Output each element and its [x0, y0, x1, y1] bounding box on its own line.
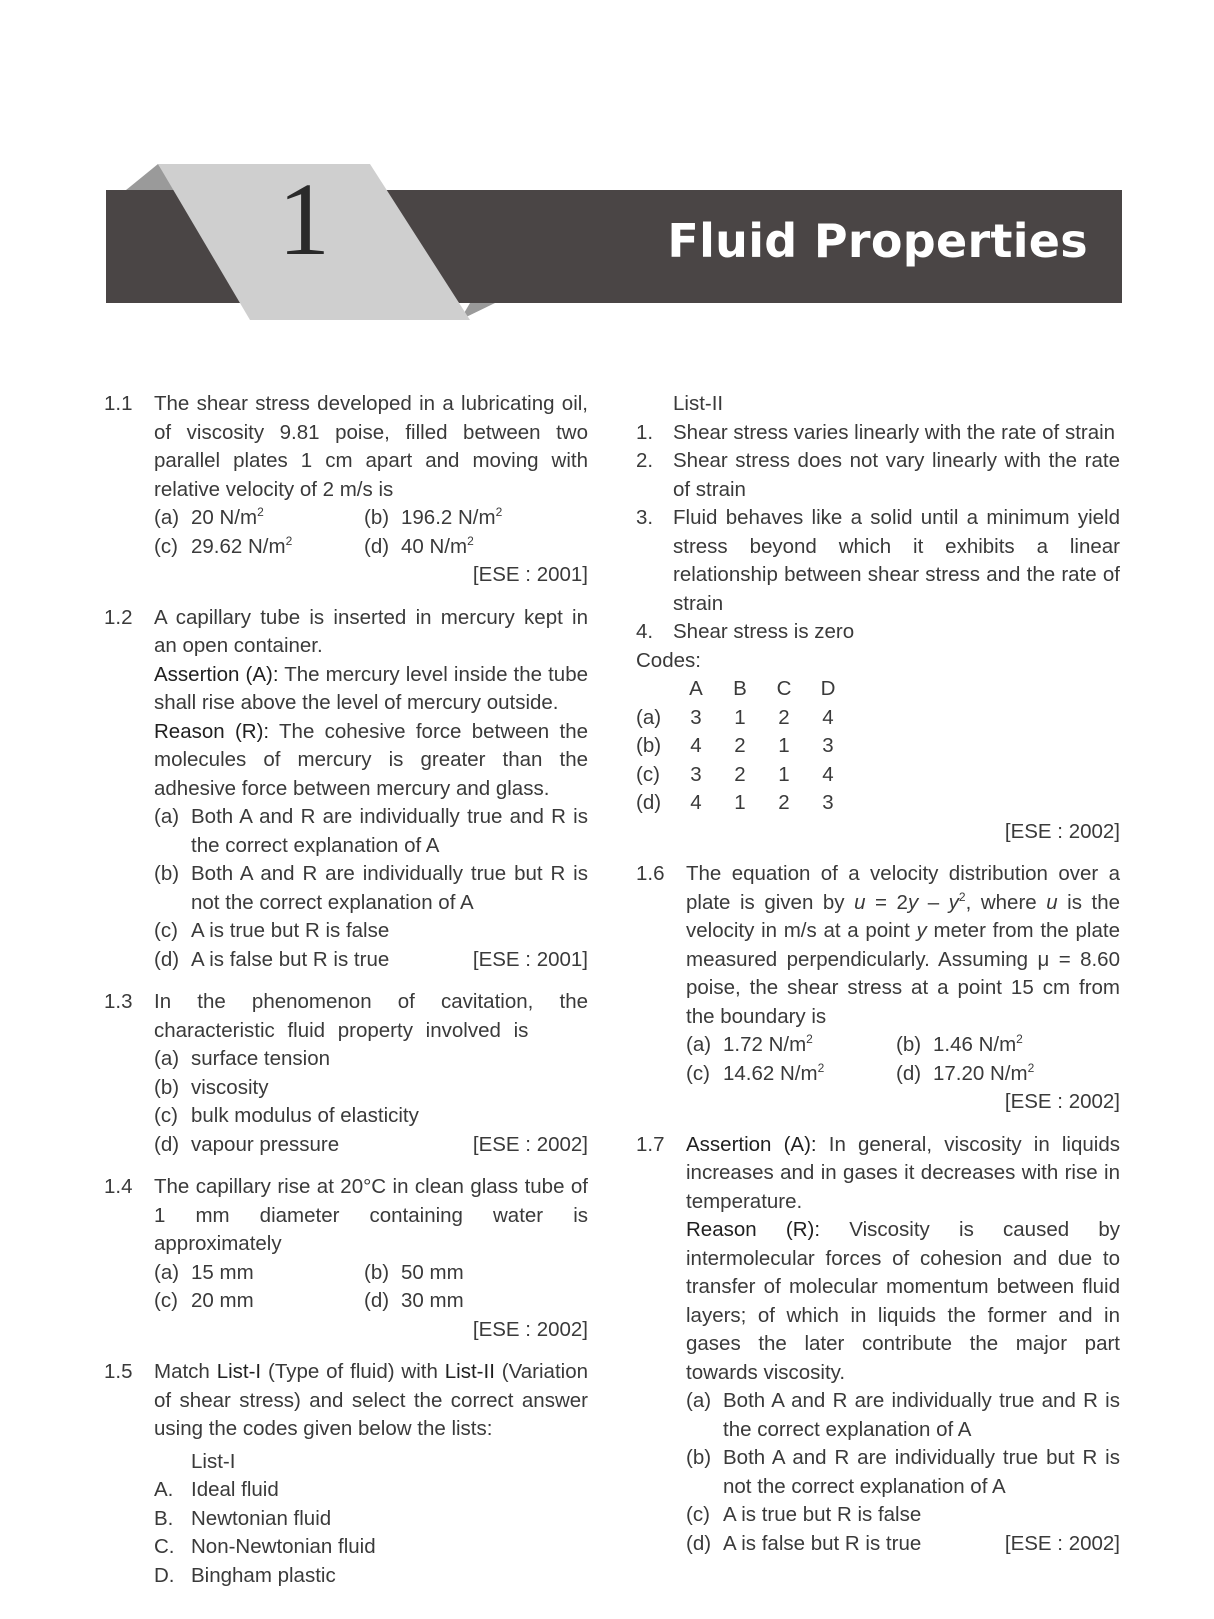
- assertion-label: Assertion (A):: [686, 1132, 817, 1156]
- codes-header-row: [636, 675, 850, 704]
- list-1-item: [154, 1505, 588, 1534]
- codes-table: [636, 675, 850, 818]
- question-number: 1.2: [104, 605, 133, 629]
- options: [154, 504, 588, 590]
- codes-cell: 4: [690, 791, 702, 814]
- option-label: (d): [896, 1061, 922, 1085]
- assertion: [686, 1131, 1120, 1217]
- option-label: (b): [154, 1075, 180, 1099]
- option-b: [364, 1259, 588, 1288]
- item-value: Ideal fluid: [191, 1478, 279, 1501]
- question-text: [154, 1358, 588, 1444]
- assertion-text: In general, viscosity in liquids increases and in gases it decreases with rise in temperature.: [686, 1132, 1120, 1213]
- codes-row: [636, 761, 850, 790]
- chapter-banner-graphic: [0, 0, 1214, 340]
- option-b: [364, 504, 588, 533]
- question-1-2: [104, 604, 588, 975]
- codes-row-label: (d): [636, 791, 662, 814]
- text-part: (Type of fluid) with: [261, 1360, 445, 1383]
- option-value: 20 mm: [191, 1289, 254, 1312]
- option-label: (d): [154, 947, 180, 971]
- option-label: (a): [154, 1047, 180, 1070]
- codes-cell: 2: [734, 734, 746, 757]
- option-label: (a): [154, 805, 180, 828]
- exam-source: [ESE : 2002]: [472, 1132, 588, 1156]
- question-1-6: [636, 860, 1120, 1117]
- left-column: [104, 390, 588, 1604]
- option-label: (b): [154, 862, 180, 885]
- variable: y: [948, 890, 959, 914]
- option-c: [154, 1287, 364, 1316]
- question-1-4: [104, 1173, 588, 1344]
- option-value: 40 N/m: [401, 534, 468, 558]
- variable: u: [854, 890, 866, 914]
- codes-cell: 4: [690, 734, 702, 757]
- option-d: [154, 1131, 588, 1160]
- codes-cell: 2: [734, 762, 746, 786]
- item-value: Shear stress does not vary linearly with the rate of strain: [673, 449, 1120, 501]
- option-label: (a): [686, 1033, 712, 1056]
- option-a: [686, 1387, 1120, 1444]
- codes-cell: 4: [822, 762, 834, 786]
- list-2-ref: List-II: [444, 1360, 495, 1383]
- question-number: 1.3: [104, 990, 133, 1013]
- codes-cell: 4: [822, 705, 834, 729]
- item-value: Non-Newtonian fluid: [191, 1535, 376, 1558]
- item-label: A.: [154, 1478, 174, 1501]
- item-label: C.: [154, 1535, 175, 1558]
- option-c: [154, 1102, 588, 1131]
- superscript: 2: [257, 505, 264, 520]
- reason: [154, 718, 588, 804]
- option-c: [686, 1501, 1120, 1530]
- question-text: A capillary tube is inserted in mercury kept in an open container.: [154, 605, 588, 657]
- option-d: [154, 946, 588, 975]
- chapter-banner: [0, 0, 1214, 340]
- option-b: [896, 1031, 1120, 1060]
- option-d: [364, 533, 588, 590]
- list-1-ref: List-I: [216, 1360, 262, 1383]
- codes-title: Codes:: [636, 648, 701, 672]
- option-b: [154, 1074, 588, 1103]
- item-label: D.: [154, 1563, 175, 1587]
- text-part: , where: [965, 890, 1047, 914]
- superscript: 2: [285, 533, 293, 548]
- exam-source: [ESE : 2001]: [472, 563, 588, 586]
- list-2-item: [636, 618, 1120, 647]
- option-value: viscosity: [191, 1075, 269, 1099]
- superscript: 2: [1016, 1032, 1023, 1047]
- right-column: [636, 390, 1120, 1572]
- codes-header-cell: B: [733, 677, 747, 700]
- option-label: (b): [364, 506, 390, 529]
- list-2-item: [636, 504, 1120, 618]
- list-2-item: [636, 447, 1120, 504]
- option-label: (c): [686, 1061, 710, 1085]
- option-label: (c): [154, 1104, 178, 1127]
- superscript: 2: [1027, 1060, 1035, 1075]
- option-label: (d): [364, 1289, 390, 1312]
- codes-cell: 3: [690, 705, 702, 729]
- option-value: 1.46 N/m: [933, 1033, 1017, 1056]
- option-label: (a): [154, 1260, 180, 1284]
- codes-cell: 2: [778, 705, 790, 729]
- codes-cell: 1: [778, 762, 790, 786]
- assertion: [154, 661, 588, 718]
- codes-row-label: (a): [636, 705, 662, 729]
- exam-source: [ESE : 2001]: [472, 947, 588, 971]
- question-number: 1.1: [104, 392, 133, 415]
- option-a: [154, 803, 588, 860]
- item-value: Shear stress varies linearly with the rate of strain: [673, 420, 1116, 444]
- variable: y: [916, 919, 927, 942]
- text-part: is the velocity in m/s at a point: [686, 890, 1121, 942]
- option-value: A is false but R is true: [723, 1531, 922, 1555]
- option-label: (b): [364, 1260, 390, 1284]
- option-value: A is true but R is false: [191, 919, 390, 942]
- question-number: 1.7: [636, 1132, 665, 1156]
- chapter-title: Fluid Properties: [667, 214, 1088, 268]
- chapter-number: 1: [278, 162, 330, 277]
- question-1-5: [104, 1358, 588, 1590]
- option-value: Both A and R are individually true and R is the correct explanation of A: [191, 805, 588, 857]
- item-value: Shear stress is zero: [673, 620, 855, 643]
- question-1-5-continued: [636, 390, 1120, 846]
- item-label: B.: [154, 1506, 174, 1530]
- option-value: 17.20 N/m: [933, 1061, 1028, 1085]
- item-label: 2.: [636, 449, 654, 472]
- codes-header-cell: A: [689, 677, 703, 700]
- question-text: The capillary rise at 20°C in clean glass tube of 1 mm diameter containing water is approximately: [154, 1175, 588, 1255]
- exam-source: [ESE : 2002]: [1004, 819, 1120, 843]
- option-b: [154, 860, 588, 917]
- option-a: [154, 1259, 364, 1288]
- option-d: [364, 1287, 588, 1316]
- codes-header-cell: C: [776, 677, 792, 700]
- option-label: (d): [154, 1132, 180, 1156]
- codes-cell: 2: [778, 791, 790, 814]
- option-value: A is true but R is false: [723, 1503, 922, 1526]
- option-value: surface tension: [191, 1047, 331, 1070]
- superscript: 2: [817, 1060, 825, 1075]
- codes-cell: 1: [734, 705, 746, 729]
- option-value: vapour pressure: [191, 1132, 340, 1156]
- item-label: 1.: [636, 420, 654, 444]
- option-c: [154, 917, 588, 946]
- text-part: –: [918, 890, 949, 914]
- item-value: Bingham plastic: [191, 1563, 336, 1587]
- option-a: [154, 504, 364, 533]
- assertion-label: Assertion (A):: [154, 662, 279, 686]
- codes-row: [636, 732, 850, 761]
- option-value: 196.2 N/m: [401, 506, 496, 529]
- reason-text: The cohesive force between the molecules of mercury is greater than the adhesive force between mercury and glass.: [154, 719, 588, 800]
- codes-header-cell: D: [820, 677, 836, 700]
- text-part: Match: [154, 1360, 217, 1383]
- option-label: (c): [686, 1503, 710, 1526]
- options: [154, 1259, 588, 1316]
- codes-row: [636, 704, 850, 733]
- codes-cell: 1: [778, 734, 790, 757]
- item-value: Newtonian fluid: [191, 1506, 332, 1530]
- question-text: The shear stress developed in a lubricating oil, of viscosity 9.81 poise, filled between two parallel plates 1 cm apart and moving with relative velocity of 2 m/s is: [154, 392, 588, 501]
- option-label: (a): [154, 506, 180, 529]
- superscript: 2: [467, 533, 474, 548]
- reason-text: Viscosity is caused by intermolecular forces of cohesion and due to transfer of molecular momentum between fluid layers; of which in liquids the former and in gases the later contribute the major part towards viscosity.: [686, 1218, 1121, 1384]
- option-value: 15 mm: [191, 1260, 254, 1284]
- assertion-text: The mercury level inside the tube shall rise above the level of mercury outside.: [154, 662, 588, 714]
- list-2-item: [636, 419, 1120, 448]
- option-value: Both A and R are individually true and R is the correct explanation of A: [723, 1389, 1120, 1441]
- option-value: bulk modulus of elasticity: [191, 1104, 419, 1127]
- text-part: The equation of a velocity distribution over a plate is given by: [686, 862, 1120, 914]
- exam-source: [ESE : 2002]: [472, 1317, 588, 1341]
- option-value: 14.62 N/m: [723, 1061, 818, 1085]
- options: [686, 1031, 1120, 1088]
- list-1-item: [154, 1562, 588, 1591]
- superscript: 2: [495, 505, 503, 520]
- option-value: 1.72 N/m: [723, 1033, 807, 1056]
- question-number: 1.5: [104, 1360, 133, 1383]
- list-1-item: [154, 1533, 588, 1562]
- list-1-title: List-I: [191, 1449, 236, 1473]
- option-label: (a): [686, 1389, 712, 1412]
- superscript: 2: [806, 1032, 813, 1047]
- option-label: (d): [364, 534, 390, 558]
- codes-cell: 1: [734, 791, 746, 814]
- option-a: [154, 1045, 588, 1074]
- codes-cell: 3: [822, 734, 834, 757]
- option-c: [686, 1060, 896, 1089]
- option-label: (c): [154, 534, 178, 558]
- codes-cell: 3: [690, 762, 702, 786]
- item-label: 3.: [636, 506, 654, 529]
- codes-row-label: (c): [636, 762, 660, 786]
- list-2-title: List-II: [673, 392, 724, 415]
- superscript: 2: [958, 889, 966, 904]
- reason-label: Reason (R):: [686, 1218, 821, 1241]
- text-part: meter from the plate measured perpendicularly. Assuming μ = 8.60 poise, the shear stress at a point 15 cm from the boundary is: [686, 919, 1120, 1028]
- option-d: [896, 1060, 1120, 1089]
- exam-source: [ESE : 2002]: [1004, 1090, 1120, 1113]
- variable: y: [907, 890, 919, 914]
- question-1-7: [636, 1131, 1120, 1559]
- exam-source: [ESE : 2002]: [1004, 1531, 1120, 1555]
- option-value: 20 N/m: [191, 506, 258, 529]
- option-c: [154, 533, 364, 590]
- item-value: Fluid behaves like a solid until a minimum yield stress beyond which it exhibits a linear relationship between shear stress and the rate of strain: [673, 506, 1120, 615]
- option-value: A is false but R is true: [191, 947, 390, 971]
- option-value: Both A and R are individually true but R is not the correct explanation of A: [723, 1446, 1120, 1498]
- item-label: 4.: [636, 620, 654, 643]
- option-a: [686, 1031, 896, 1060]
- option-value: 30 mm: [401, 1289, 464, 1312]
- option-label: (c): [154, 919, 178, 942]
- option-label: (b): [686, 1446, 712, 1469]
- question-1-1: [104, 390, 588, 590]
- question-1-3: [104, 988, 588, 1159]
- option-label: (c): [154, 1289, 178, 1312]
- codes-row: [636, 789, 850, 818]
- codes-cell: 3: [822, 791, 834, 814]
- variable: u: [1046, 890, 1058, 914]
- question-number: 1.6: [636, 862, 665, 885]
- question-text: [686, 860, 1120, 1031]
- question-text: In the phenomenon of cavitation, the characteristic fluid property involved is: [154, 990, 588, 1042]
- text-part: = 2: [865, 890, 908, 914]
- option-d: [686, 1530, 1120, 1559]
- reason-label: Reason (R):: [154, 719, 270, 743]
- reason: [686, 1216, 1120, 1387]
- codes-row-label: (b): [636, 734, 662, 757]
- question-number: 1.4: [104, 1175, 133, 1198]
- option-b: [686, 1444, 1120, 1501]
- option-value: 50 mm: [401, 1260, 464, 1284]
- option-label: (d): [686, 1531, 712, 1555]
- list-1-item: [154, 1476, 588, 1505]
- text-part: (Variation of shear stress) and select the correct answer using the codes given below the lists:: [154, 1360, 588, 1440]
- option-label: (b): [896, 1033, 922, 1056]
- option-value: 29.62 N/m: [191, 534, 286, 558]
- option-value: Both A and R are individually true but R is not the correct explanation of A: [191, 862, 588, 914]
